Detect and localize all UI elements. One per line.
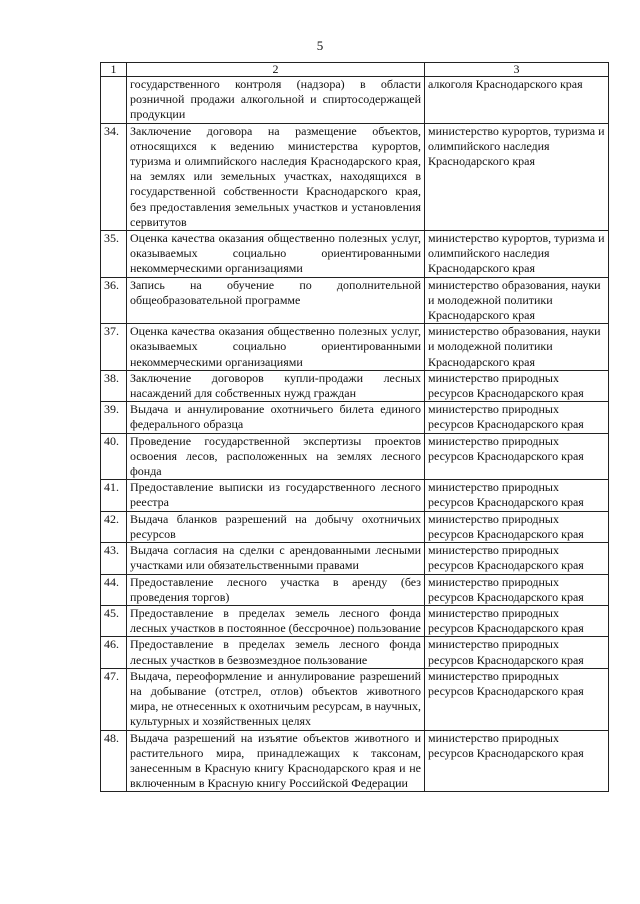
table-row (101, 543, 609, 574)
service-name: Запись на обучение по дополнительной общеобразовательной программе (127, 277, 425, 324)
header-col-2: 2 (127, 63, 425, 77)
service-name: Выдача разрешений на изъятие объектов животного и растительного мира, принадлежащих к таксонам, занесенным в Красную книгу Краснодарского края и не включенным в Красную книгу Российской Федерации (127, 730, 425, 792)
table-row (101, 277, 609, 324)
responsible-body: министерство природных ресурсов Краснодарского края (425, 605, 609, 636)
table-row (101, 231, 609, 278)
service-name: Оценка качества оказания общественно полезных услуг, оказываемых социально ориентированными некоммерческими организациями (127, 231, 425, 278)
responsible-body: министерство природных ресурсов Краснодарского края (425, 543, 609, 574)
table-row (101, 402, 609, 433)
table-row (101, 77, 609, 124)
row-number: 47. (101, 668, 127, 730)
services-table (100, 62, 609, 792)
row-number: 39. (101, 402, 127, 433)
row-number: 41. (101, 480, 127, 511)
header-col-1: 1 (101, 63, 127, 77)
service-name: Выдача и аннулирование охотничьего билета единого федерального образца (127, 402, 425, 433)
responsible-body: министерство курортов, туризма и олимпийского наследия Краснодарского края (425, 123, 609, 230)
responsible-body: министерство природных ресурсов Краснодарского края (425, 637, 609, 668)
header-col-3: 3 (425, 63, 609, 77)
service-name: Предоставление выписки из государственного лесного реестра (127, 480, 425, 511)
responsible-body: министерство природных ресурсов Краснодарского края (425, 433, 609, 480)
table-row (101, 574, 609, 605)
table-header-row (101, 63, 609, 77)
row-number: 48. (101, 730, 127, 792)
row-number (101, 77, 127, 124)
service-name: Выдача бланков разрешений на добычу охотничьих ресурсов (127, 511, 425, 542)
table-row (101, 511, 609, 542)
service-name: Заключение договора на размещение объектов, относящихся к ведению министерства курортов, туризма и олимпийского наследия Краснодарского края, на землях или земельных участках, находящихся в государственной собственности Краснодарского края, без предоставления земельных участков и установления сервитутов (127, 123, 425, 230)
service-name: Выдача, переоформление и аннулирование разрешений на добывание (отстрел, отлов) объектов животного мира, не отнесенных к охотничьим ресурсам, в научных, культурных и хозяйственных целях (127, 668, 425, 730)
responsible-body: министерство природных ресурсов Краснодарского края (425, 402, 609, 433)
row-number: 40. (101, 433, 127, 480)
table-row (101, 370, 609, 401)
responsible-body: министерство природных ресурсов Краснодарского края (425, 511, 609, 542)
responsible-body: министерство природных ресурсов Краснодарского края (425, 574, 609, 605)
responsible-body: министерство образования, науки и молодежной политики Краснодарского края (425, 324, 609, 371)
responsible-body: министерство образования, науки и молодежной политики Краснодарского края (425, 277, 609, 324)
service-name: Оценка качества оказания общественно полезных услуг, оказываемых социально ориентированными некоммерческими организациями (127, 324, 425, 371)
table-row (101, 637, 609, 668)
page-number: 5 (316, 38, 324, 53)
row-number: 35. (101, 231, 127, 278)
responsible-body: алкоголя Краснодарского края (425, 77, 609, 124)
responsible-body: министерство природных ресурсов Краснодарского края (425, 370, 609, 401)
table-row (101, 480, 609, 511)
responsible-body: министерство природных ресурсов Краснодарского края (425, 480, 609, 511)
service-name: Заключение договоров купли-продажи лесных насаждений для собственных нужд граждан (127, 370, 425, 401)
table-body (101, 63, 609, 792)
table-row (101, 433, 609, 480)
table-row (101, 668, 609, 730)
service-name: Предоставление в пределах земель лесного фонда лесных участков в постоянное (бессрочное) пользование (127, 605, 425, 636)
service-name: государственного контроля (надзора) в области розничной продажи алкогольной и спиртосодержащей продукции (127, 77, 425, 124)
row-number: 45. (101, 605, 127, 636)
table-row (101, 324, 609, 371)
service-name: Предоставление в пределах земель лесного фонда лесных участков в безвозмездное пользование (127, 637, 425, 668)
table-row (101, 605, 609, 636)
table-row (101, 730, 609, 792)
row-number: 34. (101, 123, 127, 230)
row-number: 46. (101, 637, 127, 668)
responsible-body: министерство природных ресурсов Краснодарского края (425, 730, 609, 792)
service-name: Проведение государственной экспертизы проектов освоения лесов, расположенных на землях лесного фонда (127, 433, 425, 480)
row-number: 38. (101, 370, 127, 401)
service-name: Выдача согласия на сделки с арендованными лесными участками или обязательственными правами (127, 543, 425, 574)
row-number: 44. (101, 574, 127, 605)
row-number: 36. (101, 277, 127, 324)
responsible-body: министерство курортов, туризма и олимпийского наследия Краснодарского края (425, 231, 609, 278)
row-number: 42. (101, 511, 127, 542)
table-row (101, 123, 609, 230)
row-number: 43. (101, 543, 127, 574)
responsible-body: министерство природных ресурсов Краснодарского края (425, 668, 609, 730)
service-name: Предоставление лесного участка в аренду (без проведения торгов) (127, 574, 425, 605)
row-number: 37. (101, 324, 127, 371)
